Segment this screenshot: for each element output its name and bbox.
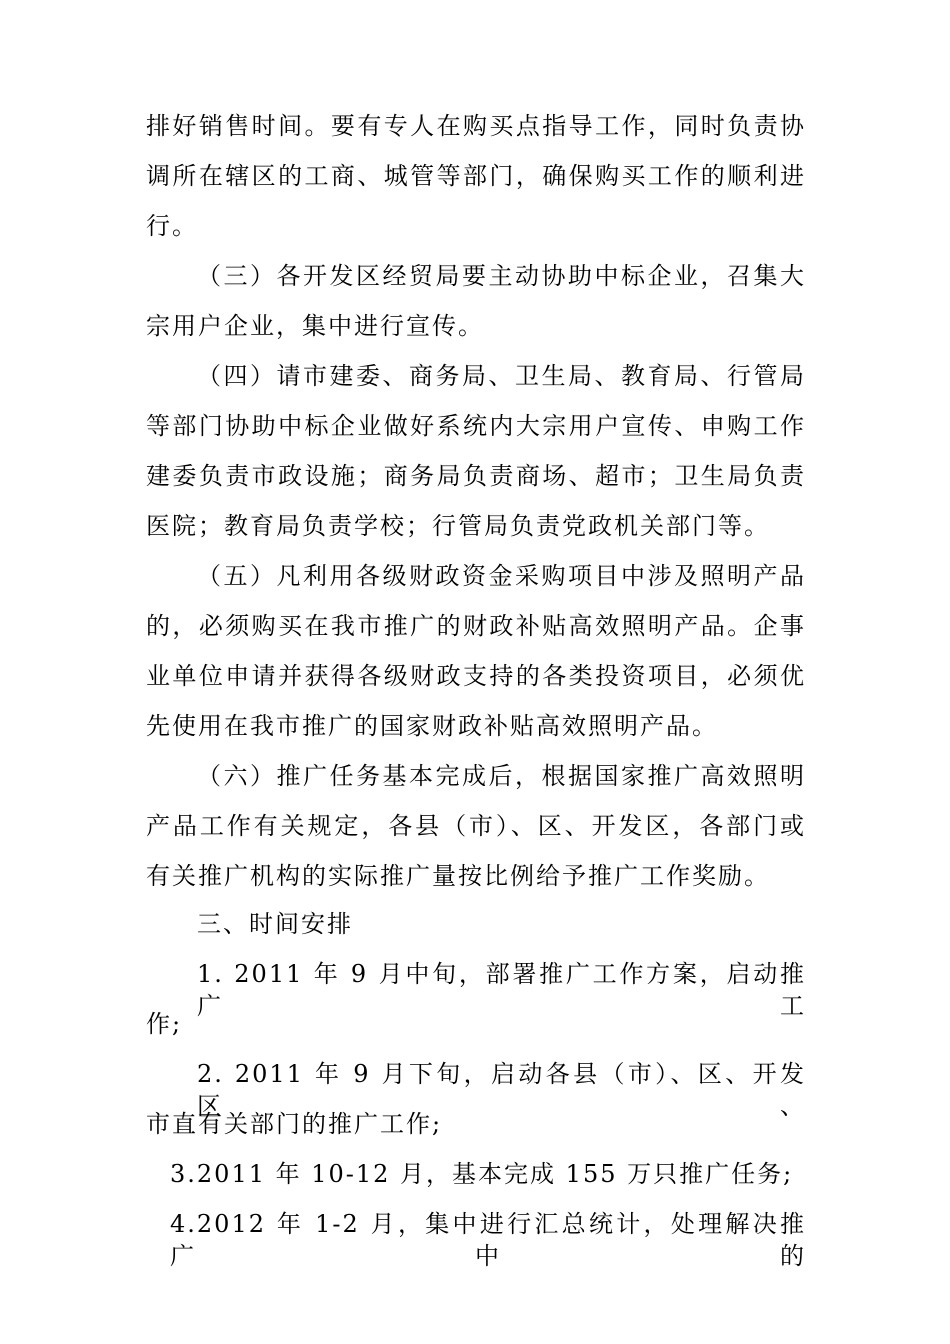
paragraph-line: （五）凡利用各级财政资金采购项目中涉及照明产品: [197, 562, 806, 590]
paragraph-line: 排好销售时间。要有专人在购买点指导工作，同时负责协: [146, 112, 806, 140]
paragraph-line: （四）请市建委、商务局、卫生局、教育局、行管局: [197, 362, 806, 390]
list-item-line: 1. 2011 年 9 月中旬，部署推广工作方案，启动推广工: [197, 960, 806, 1020]
paragraph-line: 建委负责市政设施；商务局负责商场、超市；卫生局负责: [146, 462, 806, 490]
paragraph-line: 先使用在我市推广的国家财政补贴高效照明产品。: [146, 712, 718, 740]
paragraph-line: 宗用户企业，集中进行宣传。: [146, 312, 484, 340]
list-item-line: 3.2011 年 10-12 月，基本完成 155 万只推广任务;: [170, 1160, 794, 1188]
list-item-line: 市直有关部门的推广工作;: [146, 1110, 443, 1138]
paragraph-line: 的，必须购买在我市推广的财政补贴高效照明产品。企事: [146, 612, 806, 640]
paragraph-line: 行。: [146, 212, 198, 240]
paragraph-line: 产品工作有关规定，各县（市）、区、开发区，各部门或: [146, 812, 806, 840]
paragraph-line: 有关推广机构的实际推广量按比例给予推广工作奖励。: [146, 862, 770, 890]
list-item-line: 4.2012 年 1-2 月，集中进行汇总统计，处理解决推广中的: [170, 1210, 806, 1270]
paragraph-line: （三）各开发区经贸局要主动协助中标企业，召集大: [197, 262, 806, 290]
section-heading: 三、时间安排: [197, 910, 353, 938]
paragraph-line: 调所在辖区的工商、城管等部门，确保购买工作的顺利进: [146, 162, 806, 190]
paragraph-line: 业单位申请并获得各级财政支持的各类投资项目，必须优: [146, 662, 806, 690]
list-item-line: 2. 2011 年 9 月下旬，启动各县（市）、区、开发区、: [197, 1060, 806, 1120]
paragraph-line: （六）推广任务基本完成后，根据国家推广高效照明: [197, 762, 806, 790]
paragraph-line: 医院；教育局负责学校；行管局负责党政机关部门等。: [146, 512, 770, 540]
list-item-line: 作;: [146, 1010, 183, 1038]
paragraph-line: 等部门协助中标企业做好系统内大宗用户宣传、申购工作: [146, 412, 806, 440]
